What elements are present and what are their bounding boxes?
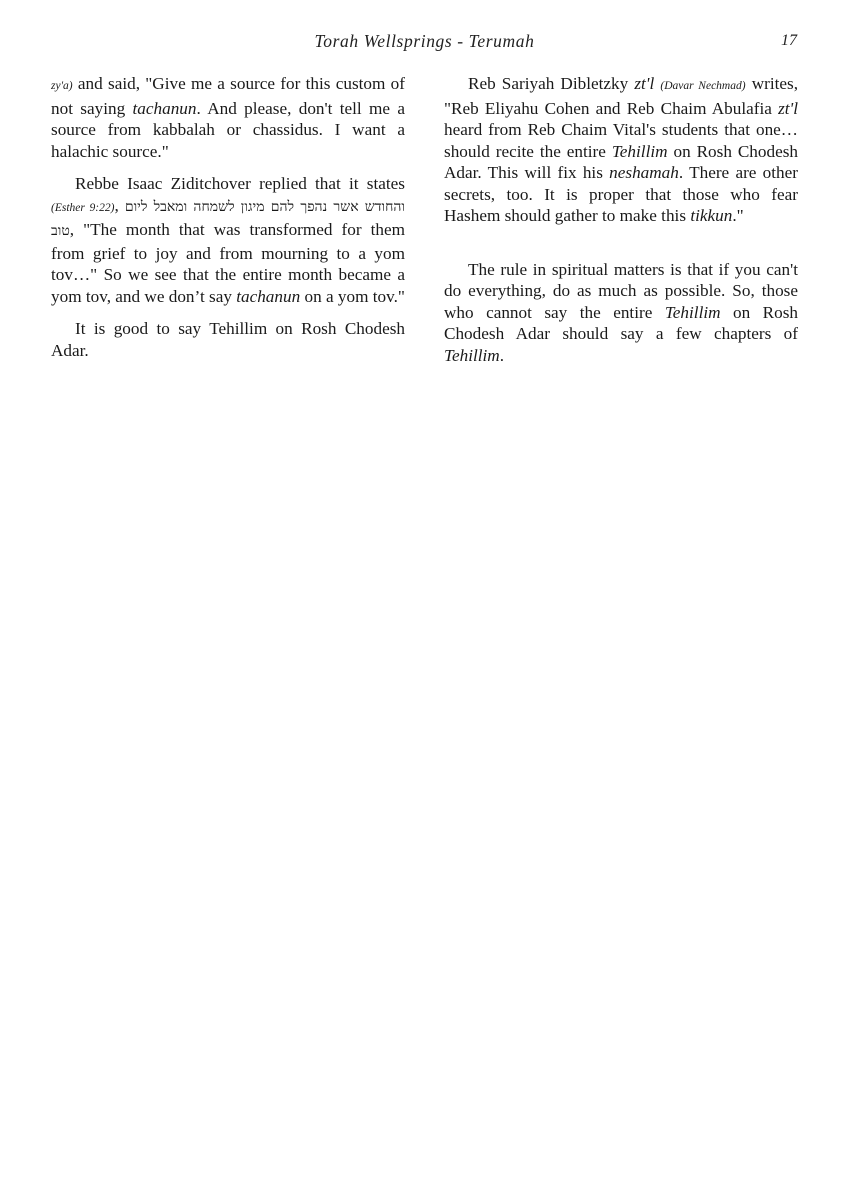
text-run: The rule in spiritual matters is that if you can't do everything, do as much as possible. So, those who cannot say the entire	[444, 259, 798, 322]
right-column	[444, 73, 798, 366]
reference-note: zy'a)	[51, 80, 73, 92]
text-run: on a yom tov."	[300, 286, 405, 306]
hebrew-quote: והחודש אשר נהפך להם מיגון לשמחה ומאבל ליום טוב	[51, 198, 405, 239]
running-title: Torah Wellsprings - Terumah	[314, 31, 535, 51]
italic-term: tachanun	[132, 98, 197, 118]
text-run: on Rosh Chodesh Adar should say a few chapters of	[444, 302, 799, 343]
running-header	[0, 31, 849, 57]
paragraph	[51, 318, 405, 361]
reference-note: (Esther 9:22)	[51, 201, 115, 214]
italic-term: Tehillim	[611, 141, 668, 161]
text-run: . There are other secrets, too. It is proper that those who fear Hashem should gather to make this	[444, 163, 798, 225]
italic-term: neshamah	[609, 163, 679, 182]
text-run: Rebbe Isaac Ziditchover replied that it states	[75, 174, 405, 193]
text-run: heard from Reb Chaim Vital's students that one… should recite the entire	[444, 120, 798, 161]
text-run: , "The month that was transformed for them from grief to joy and from mourning to a yom tov…" So we see that the entire month became a yom tov, and we don’t say	[51, 220, 405, 306]
text-run: ."	[732, 206, 744, 225]
italic-term: Tehillim	[664, 302, 721, 322]
text-run: Reb Sariyah Dibletzky	[468, 74, 635, 93]
italic-term: zt'l	[778, 98, 798, 118]
reference-note: (Davar Nechmad)	[660, 80, 746, 92]
text-run: ,	[114, 195, 125, 215]
text-run: .	[499, 345, 505, 365]
text-run: writes, "Reb Eliyahu Cohen and Reb Chaim Abulafia	[444, 74, 799, 118]
italic-term: tachanun	[236, 286, 301, 306]
italic-term: tikkun	[690, 206, 733, 225]
text-run: on Rosh Chodesh Adar. This will fix his	[444, 141, 799, 182]
italic-term: zt'l	[634, 74, 655, 93]
page-number: 17	[781, 32, 797, 49]
text-run: and said, "Give me a source for this custom of not saying	[51, 74, 405, 118]
paragraph-continued	[51, 73, 405, 162]
paragraph	[51, 173, 405, 307]
italic-term: Tehillim	[444, 345, 500, 365]
paragraph	[444, 259, 798, 367]
left-column	[51, 73, 405, 361]
text-run: . And please, don't tell me a source from kabbalah or chassidus. I want a halachic source."	[51, 98, 405, 161]
paragraph	[444, 73, 798, 227]
text-run: It is good to say Tehillim on Rosh Chodesh Adar.	[51, 319, 405, 360]
